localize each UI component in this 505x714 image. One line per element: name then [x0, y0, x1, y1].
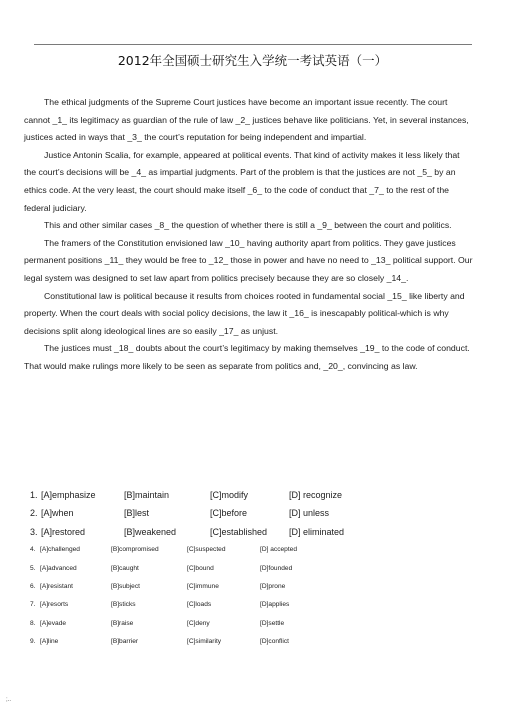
passage-paragraph-3: This and other similar cases _8_ the question of whether there is still a _9_ between the court and politics.: [44, 220, 452, 231]
option-d: [D] recognize: [289, 490, 343, 500]
question-number: 3.: [30, 526, 38, 537]
option-d: [D]conflict: [260, 638, 289, 646]
option-a: [A]resorts: [40, 601, 69, 609]
option-c: [C]loads: [187, 601, 212, 609]
cloze-passage: [24, 94, 474, 376]
question-number: 1.: [30, 490, 38, 500]
option-d: [D] accepted: [260, 546, 298, 554]
option-b: [B]raise: [111, 619, 134, 627]
passage-paragraph-2: Justice Antonin Scalia, for example, appeared at political events. That kind of activity makes it less likely that the court’s decisions will be _4_ as impartial judgments. Part of the problem is that the justices are not _5_ by an ethics code. At the very least, the court should make itself _6_ to the code of conduct that _7_ to the rest of the federal judiciary.: [24, 149, 460, 213]
option-a: [A]evade: [40, 619, 67, 627]
option-b: [B]sticks: [111, 601, 136, 609]
option-b: [B]lest: [124, 508, 150, 519]
option-row-3: [30, 523, 470, 541]
passage-paragraph-6: The justices must _18_ doubts about the court’s legitimacy by making themselves _19_ to the code of conduct. That would make rulings more likely to be seen as separate from politics and, _20_, convincing as law.: [24, 343, 470, 371]
option-c: [C]bound: [187, 564, 214, 572]
option-row-1: [30, 486, 470, 504]
option-a: [A]restored: [41, 526, 86, 537]
option-b: [B]compromised: [111, 546, 159, 554]
option-c: [C]deny: [187, 619, 210, 627]
option-row-5: [30, 560, 470, 578]
passage-paragraph-4: The framers of the Constitution envisioned law _10_ having authority apart from politics. They gave justices permanent positions _11_ they would be free to _12_ those in power and have no need to _13_ political support. Our legal system was designed to set law apart from politics precisely because they are so closely _14_.: [24, 237, 473, 283]
option-row-6: [30, 578, 470, 596]
option-row-4: [30, 541, 470, 559]
answer-options-list: [30, 486, 470, 652]
option-b: [B]weakened: [124, 526, 177, 537]
header-rule: [34, 44, 472, 45]
option-row-7: [30, 596, 470, 614]
passage-paragraph-1: The ethical judgments of the Supreme Court justices have become an important issue recently. The court cannot _1_ its legitimacy as guardian of the rule of law _2_ justices behave like politicians. Yet, in several instances, justices acted in ways that _3_ the court’s reputation for being independent and impartial.: [24, 97, 469, 143]
option-a: [A]when: [41, 508, 74, 519]
exam-title: 2012年全国硕士研究生入学统一考试英语（一）: [117, 53, 388, 68]
option-a: [A]resistant: [40, 582, 73, 590]
option-b: [B]subject: [111, 582, 140, 590]
option-row-2: [30, 504, 470, 522]
option-d: [D]settle: [260, 619, 285, 627]
option-a: [A]challenged: [40, 546, 80, 554]
question-number: 9.: [30, 638, 36, 646]
option-b: [B]caught: [111, 564, 139, 572]
option-row-8: [30, 615, 470, 633]
option-c: [C]similarity: [187, 638, 222, 646]
option-row-9: [30, 633, 470, 651]
question-number: 2.: [30, 508, 38, 519]
option-d: [D] eliminated: [289, 526, 345, 537]
question-number: 6.: [30, 582, 36, 590]
question-number: 5.: [30, 564, 36, 572]
option-b: [B]barrier: [111, 638, 139, 646]
option-a: [A]emphasize: [41, 490, 96, 500]
option-d: [D] unless: [289, 508, 330, 519]
question-number: 8.: [30, 619, 36, 627]
passage-paragraph-5: Constitutional law is political because it results from choices rooted in fundamental social _15_ like liberty and property. When the court deals with social policy decisions, the law it _16_ is inescapably political-which is why decisions split along ideological lines are so easily _17_ as unjust.: [24, 290, 465, 336]
option-c: [C]before: [210, 508, 248, 519]
option-c: [C]suspected: [187, 546, 226, 554]
option-a: [A]line: [40, 638, 59, 646]
footer-mark: ;..: [6, 697, 12, 703]
option-d: [D]applies: [260, 601, 290, 609]
option-d: [D]prone: [260, 582, 286, 590]
option-c: [C]established: [210, 526, 268, 537]
question-number: 4.: [30, 546, 36, 554]
option-c: [C]immune: [187, 582, 219, 590]
option-a: [A]advanced: [40, 564, 77, 572]
option-b: [B]maintain: [124, 490, 170, 500]
option-d: [D]founded: [260, 564, 293, 572]
question-number: 7.: [30, 601, 36, 609]
option-c: [C]modify: [210, 490, 249, 500]
